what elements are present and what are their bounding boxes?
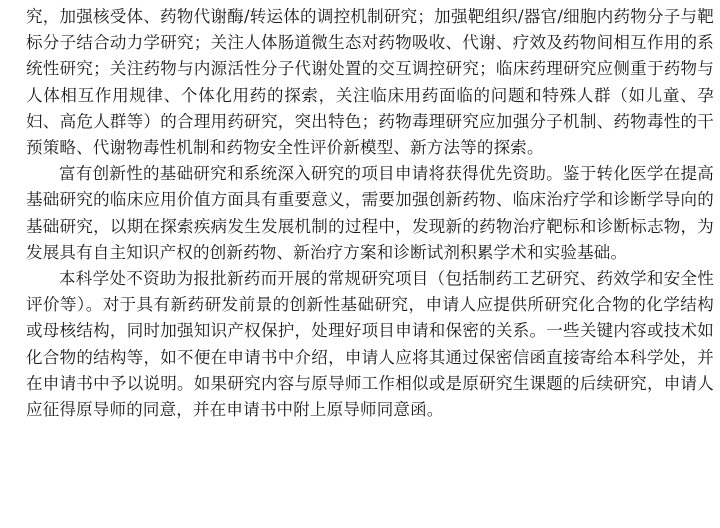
paragraph-funding-exclusions: 本科学处不资助为报批新药而开展的常规研究项目（包括制药工艺研究、药效学和安全性评价等）。对于具有新药研发前景的创新性基础研究，申请人应提供所研究化合物的化学结构或母核结构，同时加强知识产权保护，处理好项目申请和保密的关系。一些关键内容或技术如化合物的结构等，如不便在申请书中介绍，申请人应将其通过保密信函直接寄给本科学处，并在申请书中予以说明。如果研究内容与原导师工作相似或是原研究生课题的后续研究，申请人应征得原导师的同意，并在申请书中附上原导师同意函。 (26, 269, 714, 420)
paragraph-kinetics-and-toxicology: 究，加强核受体、药物代谢酶/转运体的调控机制研究；加强靶组织/器官/细胞内药物分子与靶标分子结合动力学研究；关注人体肠道微生态对药物吸收、代谢、疗效及药物间相互作用的系统性研究；关注药物与内源活性分子代谢处置的交互调控研究；临床药理研究应侧重于药物与人体相互作用规律、个体化用药的探索，关注临床用药面临的问题和特殊人群（如儿童、孕妇、高危人群等）的合理用药研究，突出特色；药物毒理研究应加强分子机制、药物毒性的干预策略、代谢物毒性机制和药物安全性评价新模型、新方法等的探索。 (26, 7, 714, 158)
paragraph-priority-funding: 富有创新性的基础研究和系统深入研究的项目申请将获得优先资助。鉴于转化医学在提高基础研究的临床应用价值方面具有重要意义，需要加强创新药物、临床治疗学和诊断学导向的基础研究，以期在探索疾病发生发展机制的过程中，发现新的药物治疗靶标和诊断标志物，为发展具有自主知识产权的创新药物、新治疗方案和诊断试剂积累学术和实验基础。 (26, 164, 714, 262)
